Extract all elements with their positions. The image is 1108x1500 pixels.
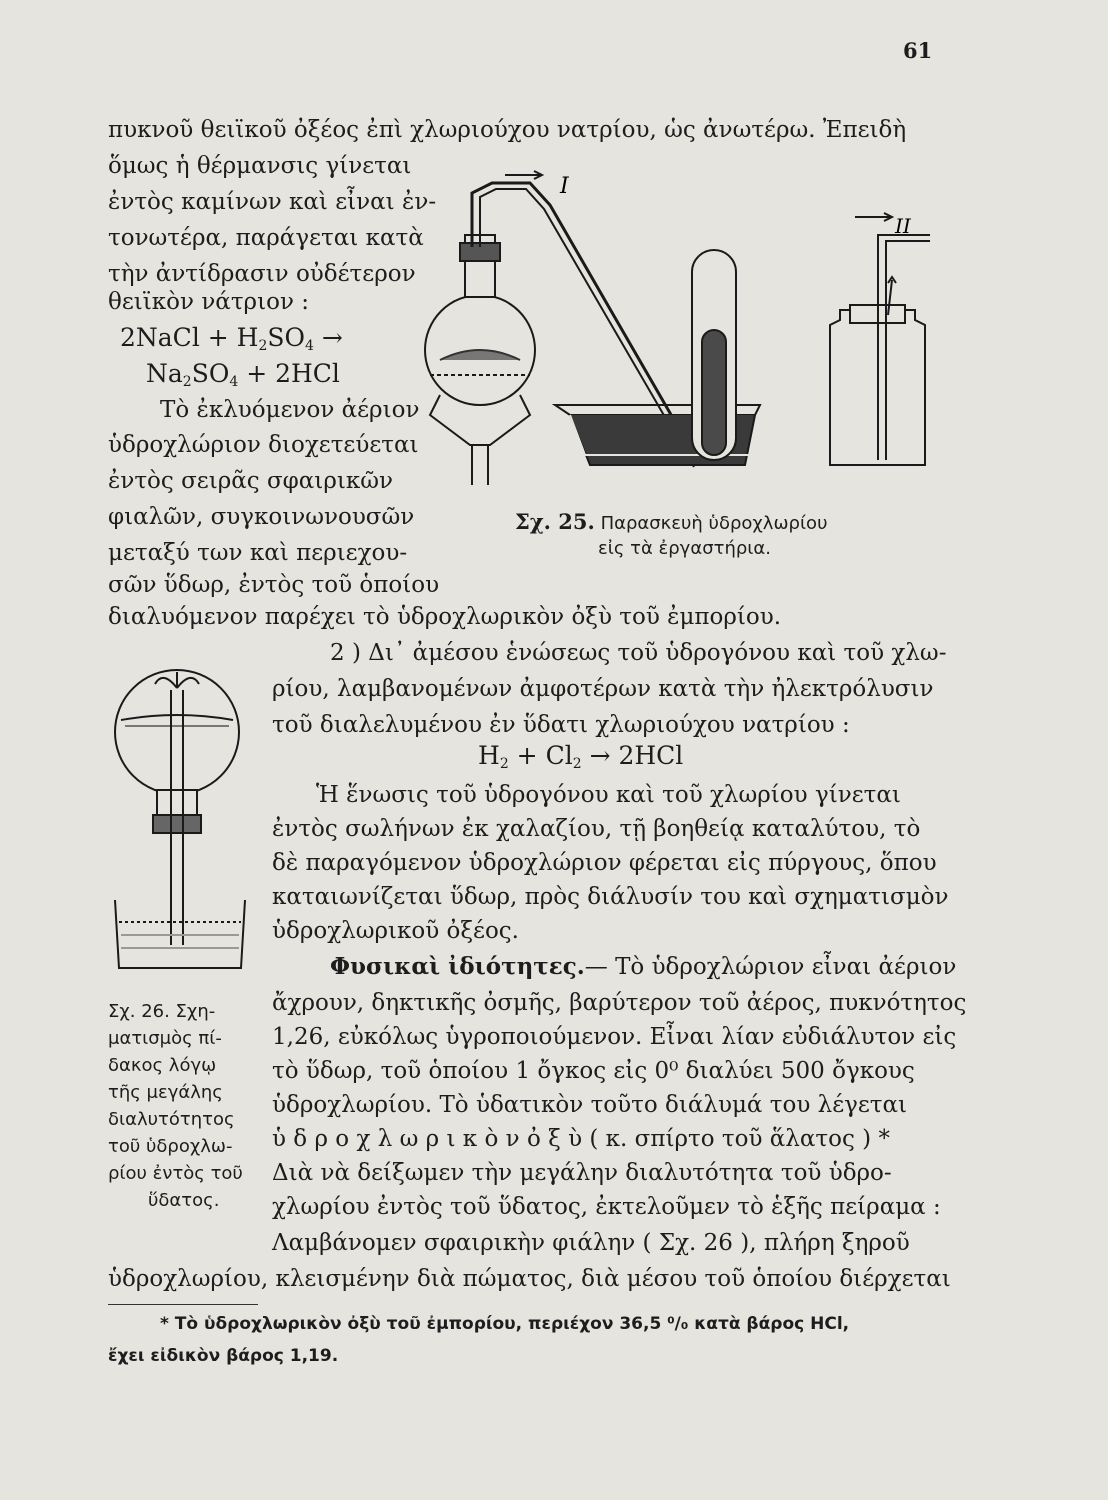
footnote-rule [108, 1304, 258, 1305]
text-line: ἐντὸς σωλήνων ἐκ χαλαζίου, τῇ βοηθείᾳ καταλύτου, τὸ [272, 816, 921, 842]
figure-26-caption-line: δακος λόγῳ [108, 1055, 217, 1076]
text-line: ὑδροχλωρικοῦ ὀξέος. [272, 918, 519, 944]
text-line: σῶν ὕδωρ, ἐντὸς τοῦ ὁποίου [108, 572, 440, 598]
text-line: τονωτέρα, παράγεται κατὰ [108, 225, 424, 251]
footnote-line-2: ἔχει εἰδικὸν βάρος 1,19. [108, 1346, 339, 1366]
text-line: Λαμβάνομεν σφαιρικὴν φιάλην ( Σχ. 26 ), πλήρη ξηροῦ [272, 1230, 910, 1256]
text-line: ὑδροχλωρίου, κλεισμένην διὰ πώματος, διὰ μέσου τοῦ ὁποίου διέρχεται [108, 1266, 951, 1292]
figure-26-caption-line: διαλυτότητος [108, 1109, 235, 1130]
figure-26-caption-line: ματισμὸς πί- [108, 1028, 222, 1049]
text-line: θειϊκὸν νάτριον : [108, 289, 309, 315]
page-number: 61 [903, 38, 933, 63]
equation-3: $H_2 + Cl_2 \to 2HCl$ [478, 741, 684, 772]
equation-1: 2NaCl + $H_2SO_4$ → [120, 323, 343, 354]
figure-25-apparatus [410, 165, 950, 495]
text-line: Τὸ ἐκλυόμενον ἀέριον [160, 397, 420, 423]
figure-26-caption-line: ὕδατος. [148, 1190, 220, 1211]
text-line: φιαλῶν, συγκοινωνουσῶν [108, 504, 415, 530]
text-line: ἄχρουν, δηκτικῆς ὀσμῆς, βαρύτερον τοῦ ἀέρος, πυκνότητος [272, 990, 967, 1016]
footnote-line-1: * Τὸ ὑδροχλωρικὸν ὀξὺ τοῦ ἐμπορίου, περιέχον 36,5 ⁰/₀ κατὰ βάρος HCl, [160, 1314, 850, 1334]
label-II: II [895, 214, 911, 238]
text-line: πυκνοῦ θειϊκοῦ ὀξέος ἐπὶ χλωριούχου νατρίου, ὡς ἀνωτέρω. Ἐπειδὴ [108, 117, 907, 143]
figure-26-caption-line: τοῦ ὑδροχλω- [108, 1136, 233, 1157]
figure-25-caption: Σχ. 25. Παρασκευὴ ὑδροχλωρίου [515, 509, 828, 534]
text-line: χλωρίου ἐντὸς τοῦ ὕδατος, ἐκτελοῦμεν τὸ ἑξῆς πείραμα : [272, 1194, 941, 1220]
text-line: ὑ δ ρ ο χ λ ω ρ ι κ ὸ ν ὀ ξ ὺ ( κ. σπίρτο τοῦ ἅλατος ) * [272, 1126, 890, 1152]
figure-26-caption-line: Σχ. 26. Σχη- [108, 1001, 216, 1022]
text-line: τὸ ὕδωρ, τοῦ ὁποίου 1 ὄγκος εἰς 0⁰ διαλύει 500 ὄγκους [272, 1058, 915, 1084]
label-I: I [560, 174, 569, 199]
text-line: Διὰ νὰ δείξωμεν τὴν μεγάλην διαλυτότητα τοῦ ὑδρο- [272, 1160, 892, 1186]
text-line: 1,26, εὐκόλως ὑγροποιούμενον. Εἶναι λίαν εὐδιάλυτον εἰς [272, 1024, 957, 1050]
text-line: δὲ παραγόμενον ὑδροχλώριον φέρεται εἰς πύργους, ὅπου [272, 850, 937, 876]
text-line: ἐντὸς καμίνων καὶ εἶναι ἐν- [108, 189, 437, 215]
text-line: τοῦ διαλελυμένου ἐν ὕδατι χλωριούχου νατρίου : [272, 712, 850, 738]
text-line: ὑδροχλωρίου. Τὸ ὑδατικὸν τοῦτο διάλυμά του λέγεται [272, 1092, 908, 1118]
text-line: τὴν ἀντίδρασιν οὐδέτερον [108, 261, 416, 287]
text-line: ἐντὸς σειρᾶς σφαιρικῶν [108, 468, 393, 494]
text-line: διαλυόμενον παρέχει τὸ ὑδροχλωρικὸν ὀξὺ τοῦ ἐμπορίου. [108, 604, 782, 630]
equation-2: $Na_2SO_4 + 2HCl$ [146, 359, 340, 390]
text-line: Ἡ ἕνωσις τοῦ ὑδρογόνου καὶ τοῦ χλωρίου γίνεται [316, 782, 901, 808]
text-line: ὅμως ἡ θέρμανσις γίνεται [108, 153, 412, 179]
text-line: 2 ) Δι᾽ ἀμέσου ἑνώσεως τοῦ ὑδρογόνου καὶ τοῦ χλω- [330, 640, 947, 666]
figure-26-fountain [105, 650, 265, 985]
figure-25-caption-line2: εἰς τὰ ἐργαστήρια. [598, 538, 771, 559]
text-line: καταιωνίζεται ὕδωρ, πρὸς διάλυσίν του καὶ σχηματισμὸν [272, 884, 949, 910]
figure-26-caption-line: τῆς μεγάλης [108, 1082, 223, 1103]
figure-26-caption-line: ρίου ἐντὸς τοῦ [108, 1163, 243, 1184]
text-line: μεταξύ των καὶ περιεχου- [108, 540, 408, 566]
text-line: ὑδροχλώριον διοχετεύεται [108, 432, 419, 458]
text-line: ρίου, λαμβανομένων ἀμφοτέρων κατὰ τὴν ἠλεκτρόλυσιν [272, 676, 934, 702]
section-physical-properties: Φυσικαὶ ἰδιότητες.— Τὸ ὑδροχλώριον εἶναι ἀέριον [330, 953, 957, 980]
section-heading: Φυσικαὶ ἰδιότητες. [330, 953, 585, 980]
